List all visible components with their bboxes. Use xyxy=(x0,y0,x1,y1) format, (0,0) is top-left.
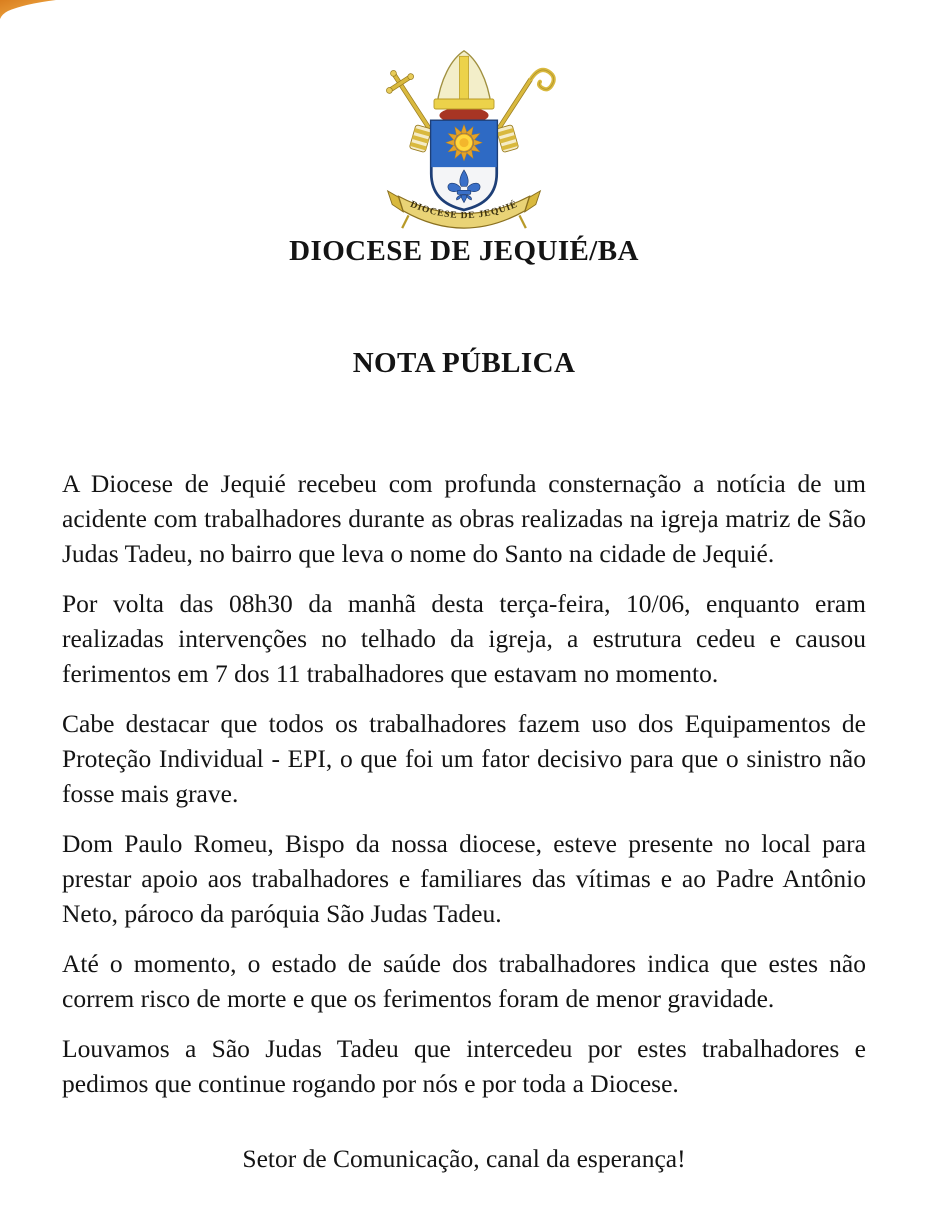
crest-container xyxy=(0,0,928,230)
fanon-right-icon xyxy=(496,125,518,153)
org-title: DIOCESE DE JEQUIÉ/BA xyxy=(289,235,639,267)
body-paragraph: Cabe destacar que todos os trabalhadores fazem uso dos Equipamentos de Proteção Individual - EPI, o que foi um fator decisivo para que o sinistro não fosse mais grave. xyxy=(62,708,866,808)
body-paragraph: Até o momento, o estado de saúde dos trabalhadores indica que estes não correm risco de morte e que os ferimentos foram de menor gravidade. xyxy=(62,948,866,1013)
diocese-crest xyxy=(364,48,564,230)
body-paragraph: A Diocese de Jequié recebeu com profunda consternação a notícia de um acidente com trabalhadores durante as obras realizadas na igreja matriz de São Judas Tadeu, no bairro que leva o nome do Santo na cidade de Jequié. xyxy=(62,468,866,568)
crest-banner-text: DIOCESE DE JEQUIÉ xyxy=(408,198,520,222)
note-body xyxy=(0,466,928,1101)
signature-line: Setor de Comunicação, canal da esperança! xyxy=(242,1143,686,1173)
mitre-icon xyxy=(434,51,494,109)
fanon-left-icon xyxy=(409,125,431,153)
shield xyxy=(431,121,496,210)
body-paragraph: Por volta das 08h30 da manhã desta terça-feira, 10/06, enquanto eram realizadas intervenções no telhado da igreja, a estrutura cedeu e causou ferimentos em 7 dos 11 trabalhadores que estavam no momento. xyxy=(62,588,866,688)
body-paragraph: Louvamos a São Judas Tadeu que intercedeu por estes trabalhadores e pedimos que continue rogando por nós e por toda a Diocese. xyxy=(62,1033,866,1098)
corner-accent xyxy=(0,0,60,20)
document-title: NOTA PÚBLICA xyxy=(352,346,576,379)
body-paragraph: Dom Paulo Romeu, Bispo da nossa diocese, esteve presente no local para prestar apoio aos trabalhadores e familiares das vítimas e ao Padre Antônio Neto, pároco da paróquia São Judas Tadeu. xyxy=(62,828,866,928)
